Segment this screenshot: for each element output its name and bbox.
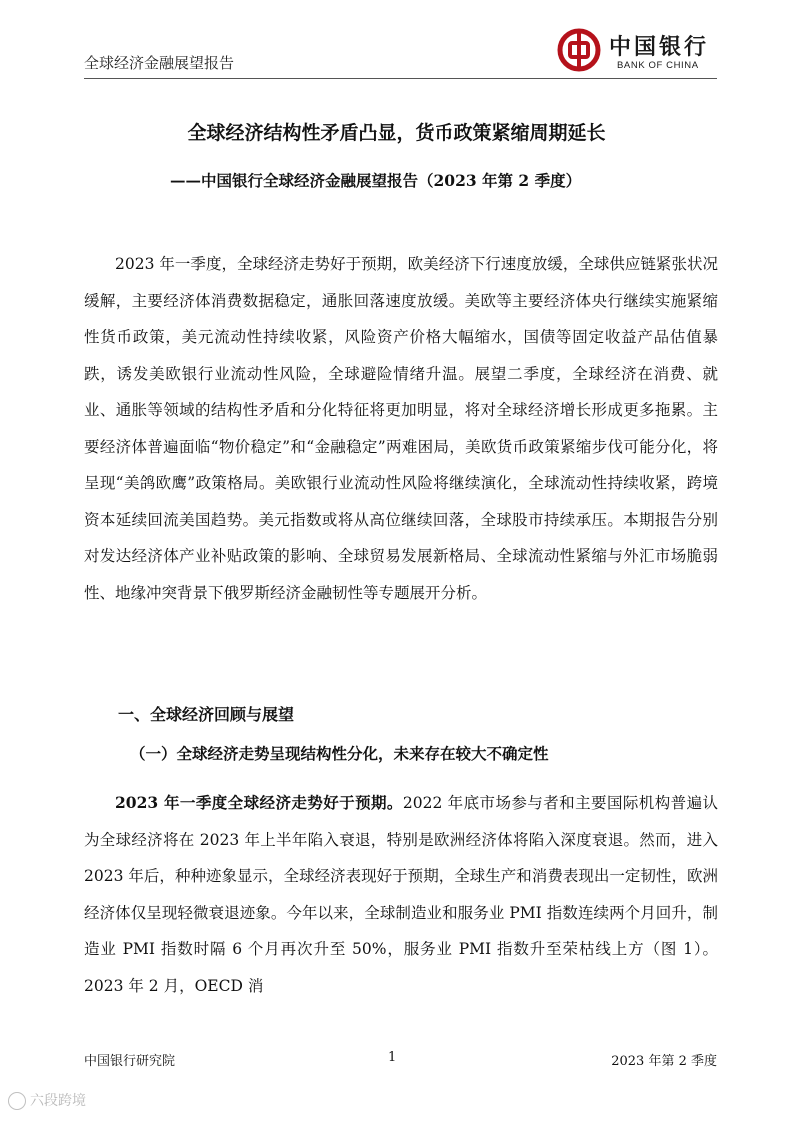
report-subtitle: ——中国银行全球经济金融展望报告（2023 年第 2 季度） bbox=[170, 171, 582, 190]
report-main-title: 全球经济结构性矛盾凸显，货币政策紧缩周期延长 bbox=[187, 122, 606, 144]
subsection-heading: （一）全球经济走势呈现结构性分化，未来存在较大不确定性 bbox=[130, 744, 549, 763]
bank-logo-english: BANK OF CHINA bbox=[617, 60, 699, 71]
watermark-text: 六段跨境 bbox=[30, 1093, 86, 1109]
section-heading: 一、全球经济回顾与展望 bbox=[118, 705, 295, 724]
footer-period: 2023 年第 2 季度 bbox=[611, 1054, 717, 1069]
header-report-title: 全球经济金融展望报告 bbox=[84, 54, 235, 72]
watermark-logo-icon bbox=[8, 1092, 26, 1110]
body-paragraph bbox=[84, 785, 718, 1004]
watermark bbox=[8, 1090, 86, 1110]
footer-organization: 中国银行研究院 bbox=[84, 1054, 176, 1069]
bank-logo-chinese: 中国银行 bbox=[609, 34, 710, 60]
header-divider bbox=[84, 78, 717, 79]
bank-of-china-logo-icon bbox=[557, 28, 601, 72]
footer-page-number: 1 bbox=[388, 1050, 397, 1065]
bank-logo bbox=[557, 28, 717, 78]
paragraph-lead-sentence: 2023 年一季度全球经济走势好于预期。 bbox=[115, 793, 403, 812]
intro-paragraph: 2023 年一季度，全球经济走势好于预期，欧美经济下行速度放缓，全球供应链紧张状况缓解，主要经济体消费数据稳定，通胀回落速度放缓。美欧等主要经济体央行继续实施紧缩性货币政策，美元流动性持续收紧，风险资产价格大幅缩水，国债等固定收益产品估值暴跌，诱发美欧银行业流动性风险，全球避险情绪升温。展望二季度，全球经济在消费、就业、通胀等领域的结构性矛盾和分化特征将更加明显，将对全球经济增长形成更多拖累。主要经济体普遍面临“物价稳定”和“金融稳定”两难困局，美欧货币政策紧缩步伐可能分化，将呈现“美鸽欧鹰”政策格局。美欧银行业流动性风险将继续演化，全球流动性持续收紧，跨境资本延续回流美国趋势。美元指数或将从高位继续回落，全球股市持续承压。本期报告分别对发达经济体产业补贴政策的影响、全球贸易发展新格局、全球流动性紧缩与外汇市场脆弱性、地缘冲突背景下俄罗斯经济金融韧性等专题展开分析。 bbox=[84, 255, 718, 602]
paragraph-text: 2022 年底市场参与者和主要国际机构普遍认为全球经济将在 2023 年上半年陷入衰退，特别是欧洲经济体将陷入深度衰退。然而，进入 2023 年后，种种迹象显示，全球经济表现好于预期，全球生产和消费表现出一定韧性，欧洲经济体仅呈现轻微衰退迹象。今年以来，全球制造业和服务业 PMI 指数连续两个月回升，制造业 PMI 指数时隔 6 个月再次升至 50%，服务业 PMI 指数升至荣枯线上方（图 1）。2023 年 2 月，OECD 消 bbox=[84, 794, 719, 995]
